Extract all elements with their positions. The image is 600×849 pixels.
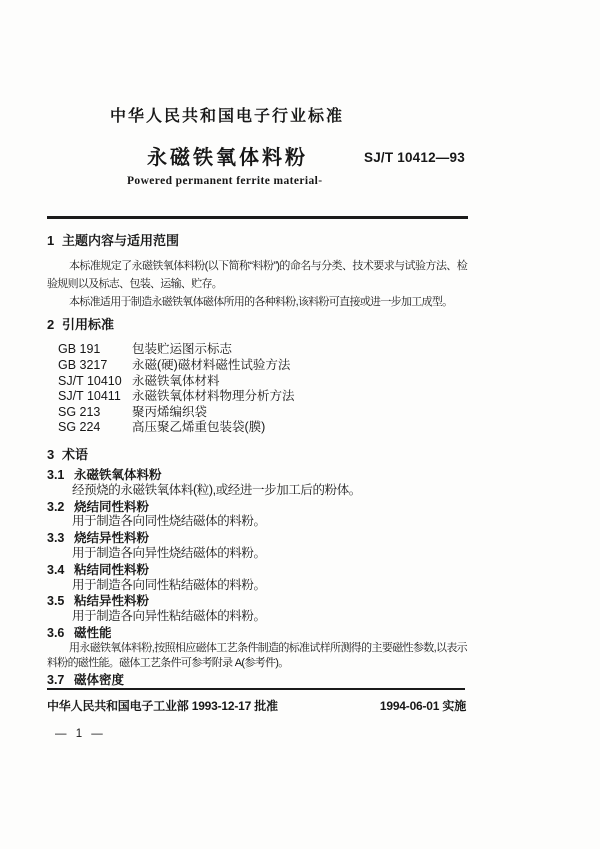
section-heading-text: 术语 [62,446,89,462]
reference-code: SG 213 [58,404,101,419]
reference-title: 永磁铁氧体材料 [132,373,220,388]
term-definition: 用于制造各向异性烧结磁体的料粉。 [72,545,266,560]
reference-item [47,374,467,390]
term-item [47,673,467,688]
term-number: 3.5 [47,594,65,609]
term-item [47,626,467,671]
term-number: 3.4 [47,562,65,577]
term-item [47,594,467,624]
reference-code: SG 224 [58,420,101,435]
document-title: 永磁铁氧体料粉 [147,147,308,169]
term-item [47,468,467,498]
reference-item [47,342,467,358]
reference-code: SJ/T 10410 [58,373,122,388]
document-title-english: Powered permanent ferrite material- [127,175,323,187]
term-name: 磁性能 [74,625,112,640]
reference-code: SJ/T 10411 [58,389,121,404]
term-number: 3.3 [47,531,65,546]
scope-paragraph: 本标准规定了永磁铁氧体料粉(以下简称“料粉”)的命名与分类、技术要求与试验方法、检验规则以及标志、包装、运输、贮存。 [47,260,467,290]
page-number: — 1 — [55,728,106,740]
term-definition: 用于制造各向同性烧结磁体的料粉。 [72,514,266,529]
reference-item [47,389,467,405]
approval-line: 中华人民共和国电子工业部 1993-12-17 批准 [47,699,278,713]
section-heading-terms [47,447,467,462]
term-item [47,563,467,593]
header-rule [47,216,468,219]
term-name: 粘结同性料粉 [74,562,150,577]
term-heading [47,626,467,641]
term-heading [47,673,467,688]
term-name: 磁体密度 [74,672,125,687]
reference-code: GB 3217 [58,357,108,372]
term-name: 永磁铁氧体料粉 [74,467,162,482]
term-item [47,500,467,530]
term-number: 3.1 [47,467,65,482]
term-number: 3.2 [47,499,65,514]
term-heading [47,531,467,546]
term-heading [47,500,467,515]
reference-item [47,405,467,421]
reference-item [47,420,467,436]
section-heading-references [47,317,467,332]
term-name: 粘结异性料粉 [74,594,150,609]
reference-title: 包装贮运图示标志 [132,342,233,357]
term-definition: 用于制造各向异性粘结磁体的料粉。 [72,609,266,624]
term-heading [47,468,467,483]
standard-category-line: 中华人民共和国电子行业标准 [110,108,345,125]
term-definition: 用于制造各向同性粘结磁体的料粉。 [72,577,266,592]
term-name: 烧结异性料粉 [74,531,150,546]
scope-paragraph: 本标准适用于制造永磁铁氧体磁体所用的各种料粉,该料粉可直接或进一步加工成型。 [69,295,453,308]
reference-item [47,358,467,374]
implementation-line: 1994-06-01 实施 [379,699,466,713]
section-number: 2 [47,317,55,333]
section-number: 1 [47,233,55,248]
section-heading-text: 主题内容与适用范围 [62,233,180,248]
reference-code: GB 191 [58,342,101,357]
term-number: 3.7 [47,672,65,687]
term-item [47,531,467,561]
term-number: 3.6 [47,625,65,640]
reference-title: 高压聚乙烯重包装袋(膜) [132,420,266,435]
section-number: 3 [47,446,55,462]
document-body [47,229,467,690]
term-definition: 经预烧的永磁铁氧体料(粒),或经进一步加工后的粉体。 [72,482,361,497]
reference-title: 聚丙烯编织袋 [132,404,208,419]
approval-row [47,697,466,714]
term-heading [47,594,467,609]
reference-title: 永磁(硬)磁材料磁性试验方法 [132,357,291,372]
footer-rule [47,688,465,690]
term-heading [47,563,467,578]
term-definition: 用永磁铁氧体料粉,按照相应磁体工艺条件制造的标准试样所测得的主要磁性参数,以表示料粉的磁性能。磁体工艺条件可参考附录 A(参考件)。 [47,641,467,669]
term-name: 烧结同性料粉 [74,499,150,514]
section-heading-text: 引用标准 [62,317,115,333]
standard-number: SJ/T 10412—93 [364,150,465,165]
reference-title: 永磁铁氧体材料物理分析方法 [132,389,295,404]
section-heading-scope [47,233,467,248]
